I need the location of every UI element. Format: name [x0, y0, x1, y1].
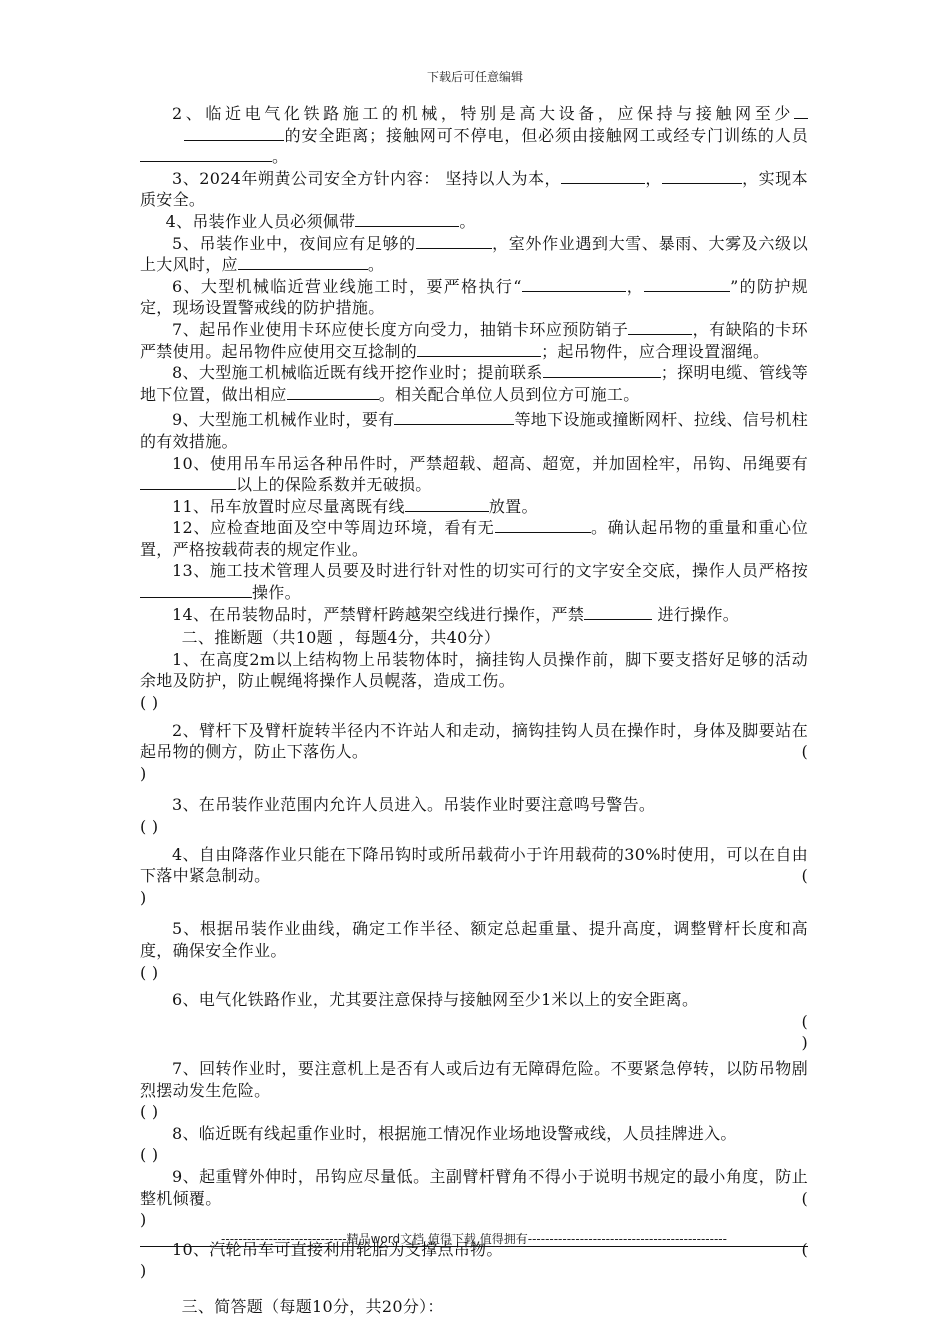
- section-3-title: 三、简答题（每题10分，共20分）：: [181, 1296, 444, 1316]
- answer-paren[interactable]: ( ): [140, 1145, 159, 1165]
- blank: [405, 496, 489, 512]
- section-2-title: 二、推断题（共10题 ，每题4分，共40分）: [181, 628, 501, 648]
- blank: [495, 517, 591, 533]
- fill-item-5: [140, 233, 808, 276]
- question-text: 8、临近既有线起重作业时，根据施工情况作业场地设警戒线，人员挂牌进入。: [172, 1123, 737, 1143]
- item-text: ”的防护规定，现场设置警戒线的防护措施。: [140, 276, 808, 318]
- question-text: 9、起重臂外伸时，吊钩应尽量低。主副臂杆臂角不得小于说明书规定的最小角度，防止整机倾覆。: [140, 1166, 808, 1208]
- blank: [794, 103, 808, 119]
- blank: [140, 146, 272, 162]
- item-text: 进行操作。: [652, 604, 740, 624]
- blank: [417, 341, 541, 357]
- judge-question: [140, 1058, 808, 1123]
- judge-question: [140, 720, 808, 785]
- blank: [416, 233, 492, 249]
- item-text: ，: [625, 276, 645, 296]
- blank: [394, 409, 514, 425]
- question-text: 2、臂杆下及臂杆旋转半径内不许站人和走动，摘钩挂钩人员在操作时，身体及脚要站在起吊物的侧方，防止下落伤人。: [140, 720, 808, 762]
- answer-paren[interactable]: (: [801, 1188, 808, 1208]
- answer-paren[interactable]: ( ): [140, 1102, 159, 1122]
- item-text: 2、临近电气化铁路施工的机械，特别是高大设备，应保持与接触网至少: [172, 104, 794, 123]
- item-text: 5、吊装作业中，夜间应有足够的: [172, 233, 416, 253]
- answer-paren[interactable]: ( ): [140, 962, 159, 982]
- answer-paren[interactable]: ): [140, 763, 147, 783]
- fill-item-10: [140, 453, 808, 496]
- item-text: 放置。: [488, 496, 538, 516]
- item-text: 。确认起吊物的重量和重心位置，严格按载荷表的规定作业。: [140, 518, 808, 559]
- answer-paren[interactable]: (: [801, 1011, 808, 1031]
- question-text: 10、汽轮吊车可直接利用轮胎为支撑点吊物。: [172, 1239, 503, 1259]
- judge-question: [140, 1166, 808, 1231]
- blank: [140, 474, 236, 490]
- item-text: 9、大型施工机械作业时，要有: [172, 410, 395, 430]
- item-text: 13、施工技术管理人员要及时进行针对性的切实可行的文字安全交底，操作人员严格按: [172, 561, 808, 581]
- answer-paren[interactable]: (: [801, 866, 808, 886]
- item-text: 14、在吊装物品时，严禁臂杆跨越架空线进行操作，严禁: [172, 604, 585, 624]
- item-text: 3、2024年朔黄公司安全方针内容： 坚持以人为本，: [172, 168, 562, 188]
- fill-item-8: [140, 362, 808, 405]
- item-text: 4、吊装作业人员必须佩带: [165, 211, 356, 231]
- item-text: 。: [367, 255, 385, 275]
- question-text: 7、回转作业时，要注意机上是否有人或后边有无障碍危险。不要紧急停转，以防吊物剧烈摆动发生危险。: [140, 1058, 808, 1100]
- answer-paren[interactable]: ): [140, 887, 147, 907]
- item-text: 7、起吊作业使用卡环应使长度方向受力，抽销卡环应预防销子: [172, 319, 629, 339]
- item-text: ，: [645, 168, 662, 188]
- item-text: 6、大型机械临近营业线施工时，要严格执行“: [172, 276, 522, 296]
- item-text: 12、应检查地面及空中等周边环境，看有无: [172, 518, 495, 538]
- fill-item-9: [140, 409, 808, 452]
- blank: [628, 319, 692, 335]
- item-text: 操作。: [252, 583, 301, 603]
- judge-question: [140, 918, 808, 983]
- blank: [561, 168, 645, 184]
- item-text: 的安全距离；接触网可不停电，但必须由接触网工或经专门训练的人员: [284, 125, 808, 145]
- item-text: 。: [459, 211, 476, 231]
- blank: [644, 276, 730, 292]
- question-text: 1、在高度2m以上结构物上吊装物体时，摘挂钩人员操作前，脚下要支搭好足够的活动余地及防护，防止幌绳将操作人员幌落，造成工伤。: [140, 649, 808, 691]
- blank: [140, 582, 252, 598]
- judge-question: [140, 1123, 808, 1166]
- fill-item-3: [140, 168, 808, 211]
- footer-divider: [140, 1246, 808, 1247]
- judge-question: [140, 844, 808, 909]
- item-text: 10、使用吊车吊运各种吊件时，严禁超载、超高、超宽，并加固栓牢，吊钩、吊绳要有: [172, 453, 808, 473]
- blank: [543, 362, 661, 378]
- answer-paren[interactable]: (: [801, 742, 808, 762]
- blank: [184, 125, 284, 141]
- fill-item-11: [140, 496, 808, 518]
- item-text: ，室外作业遇到大雪、暴雨、大雾及六级以上大风时，应: [140, 233, 809, 275]
- judge-question: [140, 794, 808, 837]
- answer-paren[interactable]: (: [801, 1239, 808, 1259]
- item-text: 等地下设施或撞断网杆、拉线、信号机柱的有效措施。: [140, 410, 808, 451]
- fill-item-2: [140, 103, 808, 168]
- item-text: ；起吊物件，应合理设置溜绳。: [541, 341, 770, 361]
- item-text: 。: [272, 147, 289, 167]
- fill-item-7: [140, 319, 808, 362]
- item-text: 。相关配合单位人员到位方可施工。: [378, 384, 640, 404]
- answer-paren[interactable]: ( ): [140, 817, 159, 836]
- fill-item-4: [140, 211, 808, 233]
- question-text: 5、根据吊装作业曲线，确定工作半径、额定总起重量、提升高度，调整臂杆长度和高度，确保安全作业。: [140, 919, 808, 960]
- judge-question: [140, 989, 808, 1054]
- fill-item-12: [140, 517, 808, 560]
- item-text: 以上的保险系数并无破损。: [236, 475, 432, 495]
- item-text: 11、吊车放置时应尽量离既有线: [172, 496, 405, 516]
- question-text: 3、在吊装作业范围内允许人员进入。吊装作业时要注意鸣号警告。: [172, 795, 656, 815]
- document-body: [140, 103, 808, 1317]
- answer-paren[interactable]: ): [140, 1261, 147, 1281]
- question-text: 6、电气化铁路作业，尤其要注意保持与接触网至少1米以上的安全距离。: [172, 990, 699, 1010]
- blank: [287, 384, 379, 400]
- item-text: 8、大型施工机械临近既有线开挖作业时；提前联系: [172, 363, 543, 383]
- question-text: 4、自由降落作业只能在下降吊钩时或所吊载荷小于许用载荷的30%时使用，可以在自由下落中紧急制动。: [140, 844, 808, 886]
- item-text: ，有缺陷的卡环严禁使用。起吊物件应使用交互捻制的: [140, 319, 808, 361]
- blank: [584, 604, 652, 620]
- answer-paren[interactable]: ): [801, 1033, 808, 1053]
- answer-paren[interactable]: ): [140, 1210, 147, 1230]
- answer-paren[interactable]: ( ): [140, 693, 159, 713]
- blank: [522, 276, 626, 292]
- fill-item-13: [140, 560, 808, 603]
- page-footer: -----------------------------精品word文档 值得下载 值得拥有----------------------------------------------: [221, 1232, 727, 1246]
- fill-item-6: [140, 276, 808, 319]
- fill-item-14: [140, 604, 808, 626]
- blank: [662, 168, 742, 184]
- blank: [355, 211, 459, 227]
- page-header: 下载后可任意编辑: [426, 70, 523, 84]
- item-text: ；探明电缆、管线等地下位置，做出相应: [140, 363, 808, 404]
- item-text: ，实现本质安全。: [140, 168, 808, 210]
- blank: [238, 254, 368, 270]
- judge-question: [140, 649, 808, 714]
